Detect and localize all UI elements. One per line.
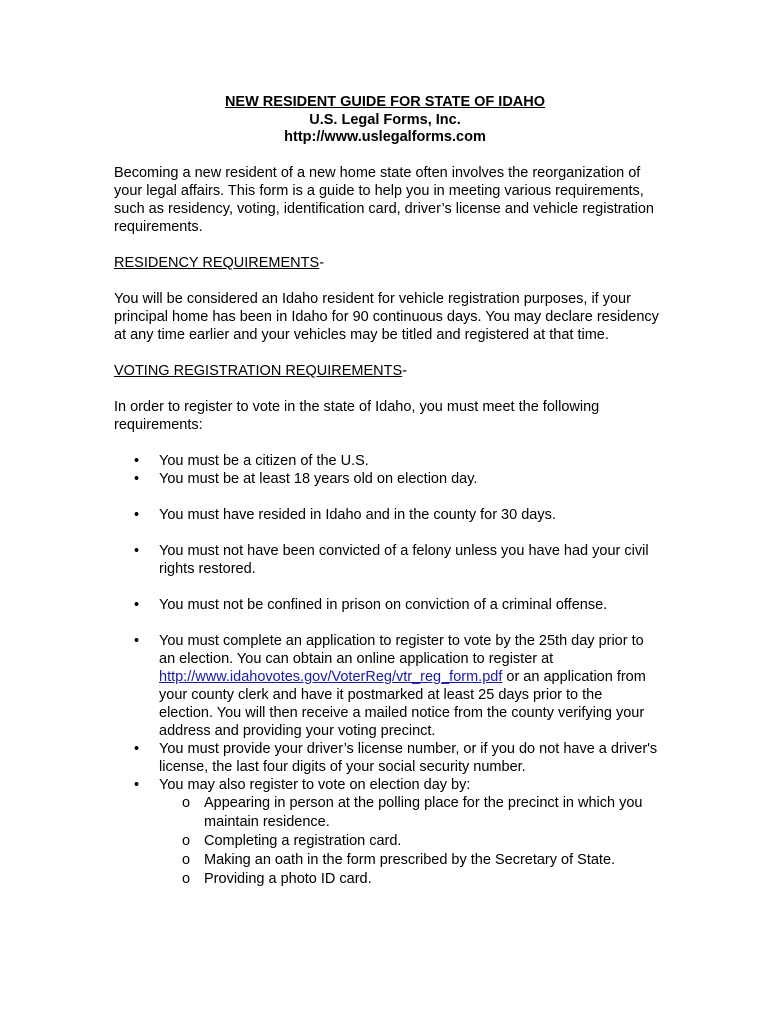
list-item-text: You must have resided in Idaho and in the county for 30 days. — [159, 507, 556, 523]
sub-list-item — [159, 851, 660, 870]
bullet-icon: • — [134, 597, 140, 613]
voting-heading-suffix: - — [402, 363, 407, 379]
bullet-icon: • — [134, 777, 140, 793]
voting-heading — [114, 362, 660, 380]
bullet-icon: • — [134, 741, 140, 757]
voting-intro-paragraph: In order to register to vote in the state of Idaho, you must meet the following requirements: — [114, 399, 600, 433]
list-item — [114, 452, 660, 470]
list-item-text: You may also register to vote on election day by: — [159, 777, 471, 793]
document-body — [114, 164, 660, 889]
bullet-icon: • — [134, 507, 140, 523]
list-spacer — [114, 614, 660, 632]
sub-list-item-text: Providing a photo ID card. — [204, 871, 372, 887]
list-spacer — [114, 524, 660, 542]
list-spacer — [114, 488, 660, 506]
application-text-before: You must complete an application to register to vote by the 25th day prior to an election. You can obtain an online application to register at — [159, 633, 644, 667]
list-item-text: You must provide your driver’s license number, or if you do not have a driver's license, the last four digits of your social security number. — [159, 741, 658, 775]
document-title: NEW RESIDENT GUIDE FOR STATE OF IDAHO — [224, 94, 546, 110]
bullet-icon: • — [134, 543, 140, 559]
bullet-icon: • — [134, 633, 140, 649]
list-item — [114, 470, 660, 488]
list-item — [114, 506, 660, 524]
bullet-icon: • — [134, 471, 140, 487]
intro-paragraph: Becoming a new resident of a new home state often involves the reorganization of your legal affairs. This form is a guide to help you in meeting various requirements, such as residency, voting, identification card, driver’s license and vehicle registration requirements. — [114, 165, 654, 235]
voting-heading-text: VOTING REGISTRATION REQUIREMENTS — [114, 363, 403, 379]
list-item — [114, 596, 660, 614]
document-header — [0, 94, 770, 147]
sub-list-item — [159, 794, 660, 832]
company-name: U.S. Legal Forms, Inc. — [309, 111, 461, 128]
list-item-text: You must be a citizen of the U.S. — [159, 453, 369, 469]
list-spacer — [114, 578, 660, 596]
sub-bullet-icon: o — [182, 871, 191, 887]
list-item — [114, 542, 660, 578]
list-item — [114, 740, 660, 776]
voter-registration-form-link[interactable]: http://www.idahovotes.gov/VoterReg/vtr_reg_form.pdf — [159, 669, 503, 685]
residency-paragraph: You will be considered an Idaho resident for vehicle registration purposes, if your principal home has been in Idaho for 90 continuous days. You may declare residency at any time earlier and your vehicles may be titled and registered at that time. — [114, 291, 659, 343]
sub-bullet-icon: o — [182, 795, 191, 811]
list-item-application — [114, 632, 660, 740]
application-text-after: or an application from your county clerk and have it postmarked at least 25 days prior to the election. You will then receive a mailed notice from the county verifying your address and providing your voting precinct. — [159, 669, 646, 739]
sub-list-item-text: Completing a registration card. — [204, 833, 402, 849]
voting-requirements-list — [114, 452, 660, 889]
list-item-text: You must not have been convicted of a felony unless you have had your civil rights restored. — [159, 543, 649, 577]
company-url: http://www.uslegalforms.com — [284, 129, 486, 145]
bullet-icon: • — [134, 453, 140, 469]
sub-list-item — [159, 870, 660, 889]
sub-list-item — [159, 832, 660, 851]
list-item-election-day — [114, 776, 660, 889]
sub-bullet-icon: o — [182, 852, 191, 868]
residency-heading — [114, 254, 660, 272]
sub-bullet-icon: o — [182, 833, 191, 849]
sub-list-item-text: Making an oath in the form prescribed by the Secretary of State. — [204, 852, 616, 868]
residency-heading-suffix: - — [319, 255, 325, 271]
sub-list-item-text: Appearing in person at the polling place for the precinct in which you maintain residence. — [204, 795, 643, 830]
list-item-text: You must be at least 18 years old on election day. — [159, 471, 478, 487]
list-item-text: You must not be confined in prison on conviction of a criminal offense. — [159, 597, 608, 613]
election-day-sublist — [159, 794, 660, 889]
residency-heading-text: RESIDENCY REQUIREMENTS — [114, 255, 320, 271]
